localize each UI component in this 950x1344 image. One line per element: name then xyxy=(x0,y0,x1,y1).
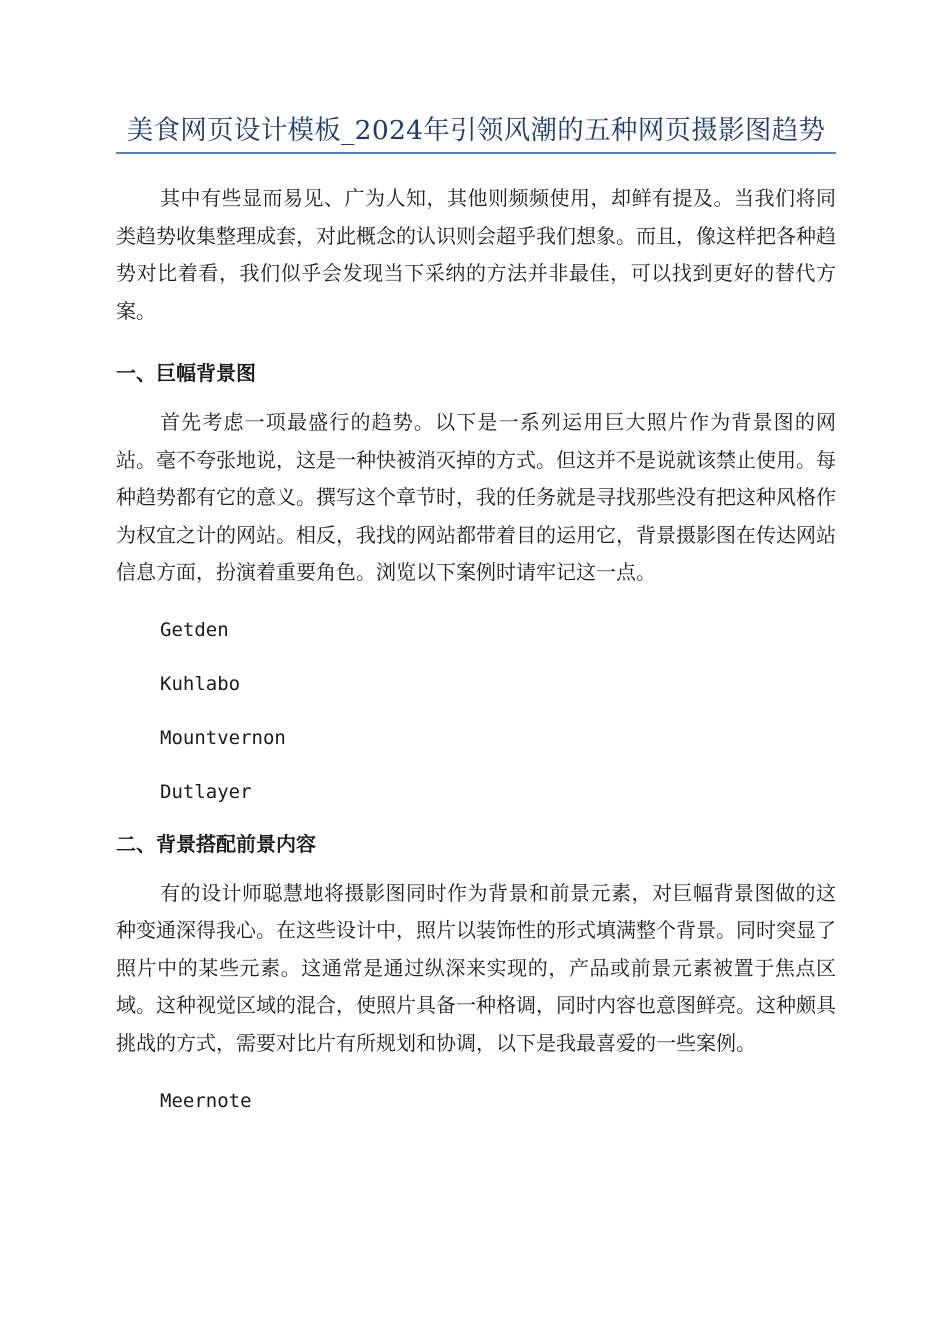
section-heading-2: 二、背景搭配前景内容 xyxy=(116,831,316,856)
document-title: 美食网页设计模板_2024年引领风潮的五种网页摄影图趋势 xyxy=(116,112,836,154)
list-item: Mountvernon xyxy=(160,726,286,749)
site-list-2 xyxy=(116,1086,836,1116)
document-page xyxy=(116,112,836,1116)
list-item: Kuhlabo xyxy=(160,672,241,695)
list-item: Meernote xyxy=(160,1090,252,1112)
list-item: Dutlayer xyxy=(160,780,252,803)
section-body-2: 有的设计师聪慧地将摄影图同时作为背景和前景元素，对巨幅背景图做的这种变通深得我心。在这些设计中，照片以装饰性的形式填满整个背景。同时突显了照片中的某些元素。这通常是通过纵深来实现的，产品或前景元素被置于焦点区域。这种视觉区域的混合，使照片具备一种格调，同时内容也意图鲜亮。这种颇具挑战的方式，需要对比片有所规划和协调，以下是我最喜爱的一些案例。 xyxy=(116,880,836,1055)
list-item: Getden xyxy=(160,618,229,641)
section-body-1: 首先考虑一项最盛行的趋势。以下是一系列运用巨大照片作为背景图的网站。毫不夸张地说，这是一种快被消灭掉的方式。但这并不是说就该禁止使用。每种趋势都有它的意义。撰写这个章节时，我的任务就是寻找那些没有把这种风格作为权宜之计的网站。相反，我找的网站都带着目的运用它，背景摄影图在传达网站信息方面，扮演着重要角色。浏览以下案例时请牢记这一点。 xyxy=(116,410,836,584)
section-heading-1: 一、巨幅背景图 xyxy=(116,361,256,385)
site-list-1 xyxy=(116,615,836,807)
intro-paragraph: 其中有些显而易见、广为人知，其他则频频使用，却鲜有提及。当我们将同类趋势收集整理成套，对此概念的认识则会超乎我们想象。而且，像这样把各种趋势对比着看，我们似乎会发现当下采纳的方法并非最佳，可以找到更好的替代方案。 xyxy=(116,186,836,323)
